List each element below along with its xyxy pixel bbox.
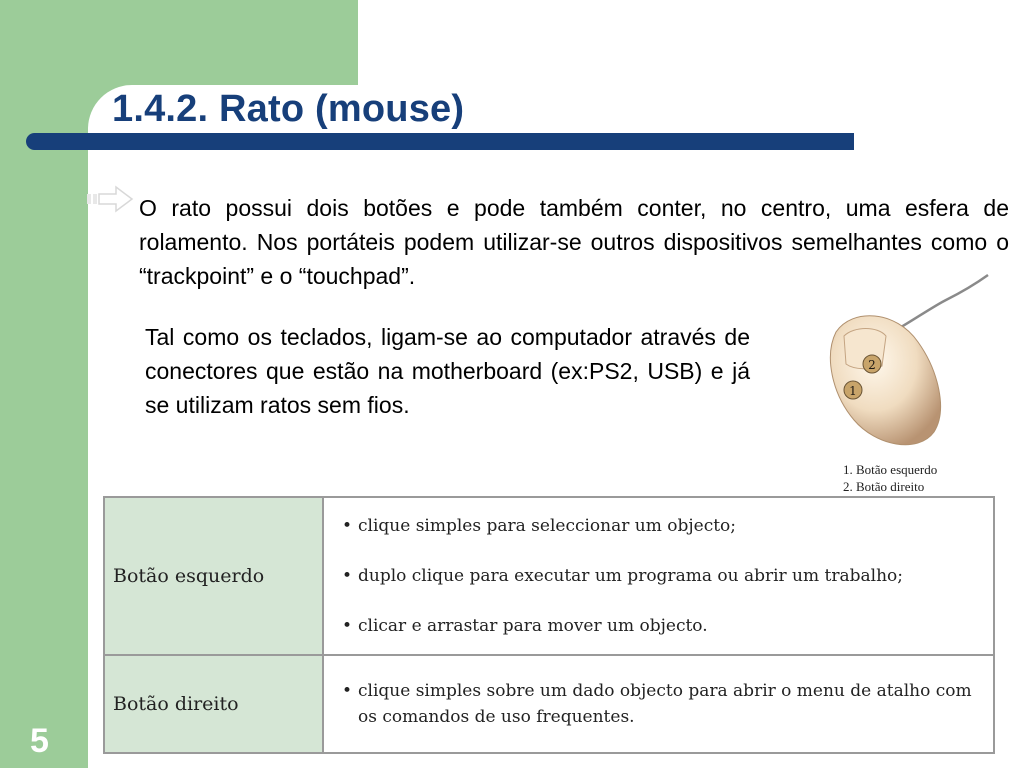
table-row-right-button [104,655,994,753]
mouse-illustration-icon [816,270,1006,460]
caption-line-left-button: 1. Botão esquerdo [843,462,938,477]
connectors-paragraph: Tal como os teclados, ligam-se ao computador através de conectores que estão na motherboard (ex:PS2, USB) e já se utilizam ratos sem fios. [145,324,750,418]
mouse-figure-caption [843,461,937,495]
caption-line-right-button: 2. Botão direito [843,479,925,494]
page-number: 5 [30,722,49,760]
mouse-button-1-marker [844,381,862,399]
slide-title: 1.4.2. Rato (mouse) [112,88,465,130]
svg-text:2: 2 [868,358,876,372]
list-item: • duplo clique para executar um programa ou abrir um trabalho; [342,563,979,589]
title-underline-bar [26,133,854,150]
table-cell-left-button-actions [323,497,994,655]
table-row-left-button [104,497,994,655]
mouse-buttons-table [103,496,995,754]
svg-text:1: 1 [849,384,857,398]
table-cell-right-button-name: Botão direito [104,655,323,753]
list-item: • clicar e arrastar para mover um objecto. [342,613,979,639]
arrow-bullet-icon [86,185,134,213]
mouse-button-2-marker [863,355,881,373]
list-item: • clique simples sobre um dado objecto para abrir o menu de atalho com os comandos de uso frequentes. [342,678,979,730]
table-cell-left-button-name: Botão esquerdo [104,497,323,655]
table-cell-right-button-actions [323,655,994,753]
list-item: • clique simples para seleccionar um objecto; [342,513,979,539]
intro-paragraph: O rato possui dois botões e pode também conter, no centro, uma esfera de rolamento. Nos portáteis podem utilizar-se outros dispositivos semelhantes como o “trackpoint” e o “touchpad”. [139,195,1009,289]
